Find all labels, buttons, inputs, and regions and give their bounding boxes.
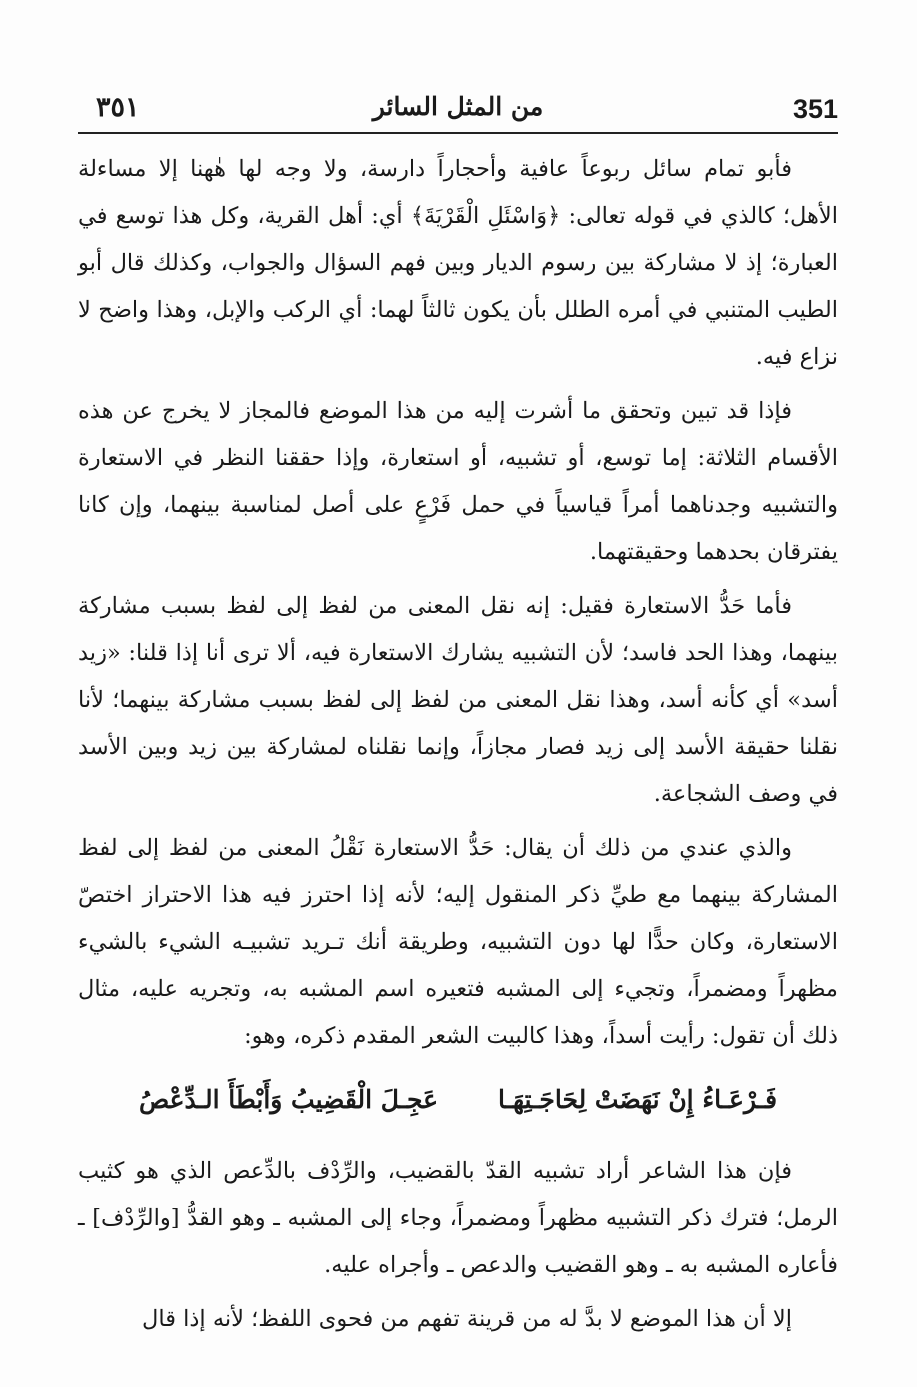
poetry-verse (78, 1070, 838, 1130)
paragraph-5: فإن هذا الشاعر أراد تشبيه القدّ بالقضيب، والرِّدْف بالدِّعص الذي هو كثيب الرمل؛ فترك ذكر التشبيه مظهراً ومضمراً، وجاء إلى المشبه ـ وهو القدُّ [والرِّدْف] ـ فأعاره المشبه به ـ وهو القضيب والدعص ـ وأجراه عليه. (78, 1158, 838, 1278)
paragraph-1: فأبو تمام سائل ربوعاً عافية وأحجاراً دارسة، ولا وجه لها هٰهنا إلا مساءلة الأهل؛ كالذي في قوله تعالى: ﴿وَاسْئَلِ الْقَرْيَةَ﴾ أي: أهل القرية، وكل هذا توسع في العبارة؛ إذ لا مشاركة بين رسوم الديار وبين فهم السؤال والجواب، وكذلك قال أبو الطيب المتنبي في أمره الطلل بأن يكون ثالثاً لهما: أي الركب والإبل، وهذا واضح لا نزاع فيه. (78, 156, 838, 370)
paragraph-4: والذي عندي من ذلك أن يقال: حَدُّ الاستعارة نَقْلُ المعنى من لفظ إلى لفظ المشاركة بينهما مع طيِّ ذكر المنقول إليه؛ لأنه إذا احترز فيه هذا الاحتراز اختصّ الاستعارة، وكان حدًّا لها دون التشبيه، وطريقة أنك تـريد تشبيـه الشيء بالشيء مظهراً ومضمراً، وتجيء إلى المشبه فتعيره اسم المشبه به، وتجريه عليه، مثال ذلك أن تقول: رأيت أسداً، وهذا كالبيت الشعر المقدم ذكره، وهو: (78, 835, 838, 1049)
paragraph-3: فأما حَدُّ الاستعارة فقيل: إنه نقل المعنى من لفظ إلى لفظ بسبب مشاركة بينهما، وهذا الحد فاسد؛ لأن التشبيه يشارك الاستعارة فيه، ألا ترى أنا إذا قلنا: «زيد أسد» أي كأنه أسد، وهذا نقل المعنى من لفظ إلى لفظ بسبب مشاركة بينهما؛ لأنا نقلنا حقيقة الأسد إلى زيد فصار مجازاً، وإنما نقلناه لمشاركة بين زيد وبين الأسد في وصف الشجاعة. (78, 593, 838, 807)
page-number-latin: 351 (792, 94, 838, 124)
running-title: من المثل السائر (372, 92, 544, 121)
body-text (78, 146, 838, 1350)
paragraph-6: إلا أن هذا الموضع لا بدَّ له من قرينة تفهم من فحوى اللفظ؛ لأنه إذا قال (142, 1306, 792, 1332)
header-rule (78, 132, 838, 134)
verse-second-hemistich: عَجِـلَ الْقَضِيبُ وَأَبْطَأَ الـدِّعْصُ (138, 1085, 439, 1114)
page-header (78, 88, 838, 132)
verse-first-hemistich: فَـرْعَـاءُ إِنْ نَهَضَتْ لِحَاجَـتِهَـا (498, 1085, 778, 1114)
page-number-arabic: ٣٥١ (96, 92, 140, 123)
paragraph-2: فإذا قد تبين وتحقق ما أشرت إليه من هذا الموضع فالمجاز لا يخرج عن هذه الأقسام الثلاثة: إما توسع، أو تشبيه، أو استعارة، وإذا حققنا النظر في الاستعارة والتشبيه وجدناهما أمراً قياسياً في حمل فَرْعٍ على أصل لمناسبة بينهما، وإن كانا يفترقان بحدهما وحقيقتهما. (78, 398, 838, 565)
